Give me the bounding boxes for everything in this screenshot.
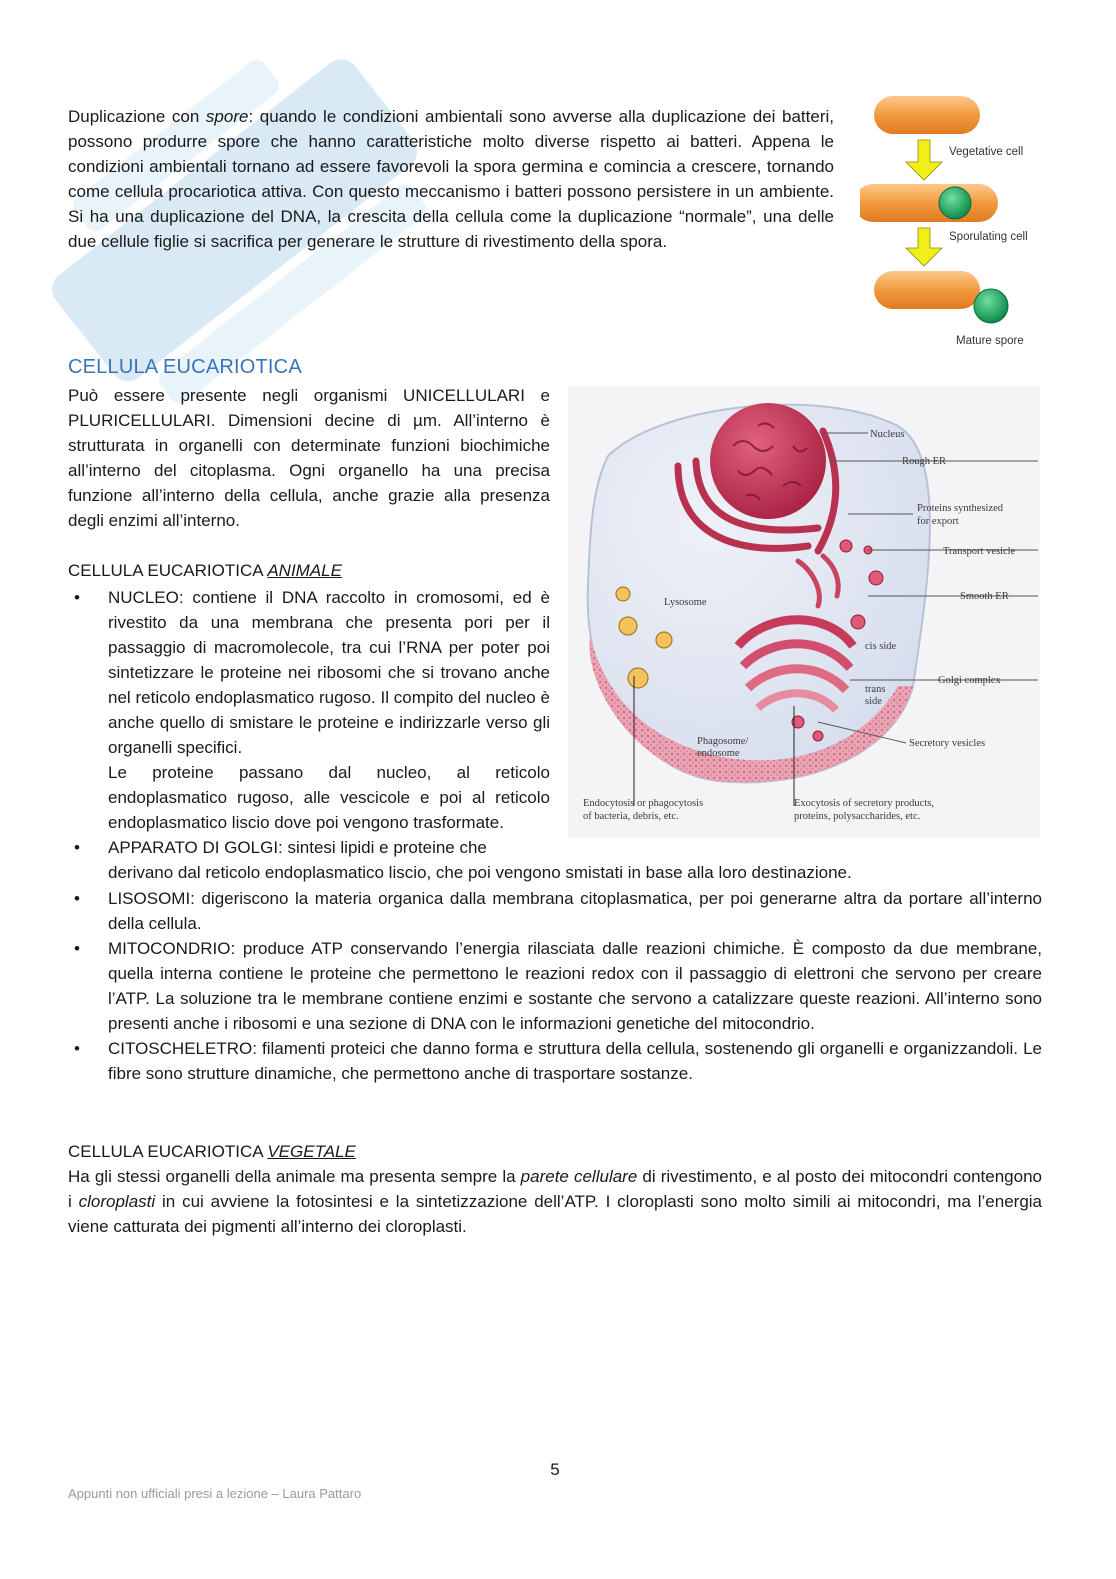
list-item: • NUCLEO: contiene il DNA raccolto in cromosomi, ed è rivestito da una membrana che presenta pori per il passaggio di macromolecole, tra cui l’RNA per poter poi sintetizzare le proteine nei ribosomi che si trovano anche nel reticolo endoplasmatico rugoso. Il compito del nucleo è anche quello di smistare le proteine e indirizzarle verso gli organelli specifici. — [68, 585, 550, 760]
subheading-plant: CELLULA EUCARIOTICA VEGETALE — [68, 1142, 356, 1161]
list-item: • CITOSCHELETRO: filamenti proteici che danno forma e struttura della cellula, sostenendo gli organelli e organizzandoli. Le fibre sono strutture dinamiche, che permettono anche di trasportare sostanze. — [68, 1036, 1042, 1086]
arrow-down-icon — [906, 228, 942, 266]
label-phagosome-1: Phagosome/ — [697, 736, 749, 747]
label-golgi-complex: Golgi complex — [938, 675, 1001, 686]
golgi-continuation: derivano dal reticolo endoplasmatico liscio, che poi vengono smistati in base alla loro destinazione. — [108, 863, 852, 882]
animal-organelle-list — [68, 585, 550, 860]
label-proteins-1: Proteins synthesized — [917, 503, 1004, 514]
footer-text: Appunti non ufficiali presi a lezione – Laura Pattaro — [68, 1486, 362, 1501]
eukaryote-paragraph: Può essere presente negli organismi UNICELLULARI e PLURICELLULARI. Dimensioni decine di µm. All’interno è strutturata in organelli con determinate funzioni biochimiche all’interno del citoplasma. Ogni organello ha una precisa funzione all’interno della cellula, anche grazie alla presenza degli enzimi all’interno. — [68, 386, 550, 530]
spore-paragraph: Duplicazione con spore: quando le condizioni ambientali sono avverse alla duplicazione dei batteri, possono produrre spore che hanno caratteristiche molto diverse rispetto ai batteri. Appena le condizioni ambientali tornano ad essere favorevoli la spora germina e comincia a crescere, tornando come cellula procariotica attiva. Con questo meccanismo i batteri possono persistere in un ambiente. Si ha una duplicazione del DNA, la crescita della cellula come la duplicazione “normale”, una delle due cellule figlie si sacrifica per generare le strutture di rivestimento della spora. — [68, 107, 834, 251]
forespore — [939, 187, 971, 219]
label-lysosome: Lysosome — [664, 597, 707, 608]
spore-term: spore — [205, 107, 249, 126]
label-secretory-vesicles: Secretory vesicles — [909, 738, 986, 749]
label-exocytosis-2: proteins, polysaccharides, etc. — [794, 811, 921, 822]
sporulating-cell — [860, 184, 998, 222]
subheading-animal: CELLULA EUCARIOTICA ANIMALE — [68, 561, 342, 580]
list-item: • LISOSOMI: digeriscono la materia organica dalla membrana citoplasmatica, per poi generarne altra da portare all’interno della cellula. — [68, 886, 1042, 936]
label-trans-1: trans — [865, 684, 886, 695]
list-item: • MITOCONDRIO: produce ATP conservando l’energia rilasciata dalle reazioni chimiche. È composto da due membrane, quella interna contiene le proteine che permettono le reazioni redox con il passaggio di elettroni che servono per creare l’ATP. La soluzione tra le membrane contiene enzimi e sostante che servono a catalizzare queste reazioni. All’interno sono presenti anche i ribosomi e una sezione di DNA con le informazioni genetiche del mitocondrio. — [68, 936, 1042, 1036]
label-endocytosis-2: of bacteria, debris, etc. — [583, 811, 679, 822]
label-exocytosis-1: Exocytosis of secretory products, — [794, 798, 934, 809]
mother-cell — [874, 271, 980, 309]
mature-spore-label: Mature spore — [956, 335, 1024, 347]
label-rough-er: Rough ER — [902, 456, 947, 467]
arrow-down-icon — [906, 140, 942, 180]
label-smooth-er: Smooth ER — [960, 591, 1009, 602]
eukaryotic-cell-figure — [568, 386, 1040, 838]
section-heading-eukaryote: CELLULA EUCARIOTICA — [68, 356, 302, 378]
vegetative-cell-label: Vegetative cell — [949, 146, 1024, 158]
sporulating-cell-label: Sporulating cell — [949, 231, 1028, 243]
plant-paragraph: Ha gli stessi organelli della animale ma presenta sempre la parete cellulare di rivestimento, e al posto dei mitocondri contengono i cloroplasti in cui avviene la fotosintesi e la sintetizzazione dell’ATP. I cloroplasti sono molto simili ai mitocondri, ma l’energia viene catturata dei pigmenti all’interno dei cloroplasti. — [68, 1167, 1043, 1236]
list-item: • APPARATO DI GOLGI: sintesi lipidi e proteine che — [68, 835, 550, 860]
nucleus — [710, 403, 826, 519]
label-transport-vesicle: Transport vesicle — [943, 546, 1016, 557]
spore-formation-figure — [860, 88, 1050, 356]
label-trans-2: side — [865, 696, 882, 707]
vegetative-cell — [874, 96, 980, 134]
label-nucleus: Nucleus — [870, 429, 905, 440]
page-number: 5 — [550, 1460, 560, 1479]
label-endocytosis-1: Endocytosis or phagocytosis — [583, 798, 704, 809]
list-item: Le proteine passano dal nucleo, al reticolo endoplasmatico rugoso, alle vescicole e poi al reticolo endoplasmatico liscio dove poi vengono trasformate. — [108, 763, 550, 832]
label-cis-side: cis side — [865, 641, 897, 652]
label-proteins-2: for export — [917, 516, 959, 527]
animal-organelle-list-2 — [68, 886, 1042, 1086]
label-phagosome-2: endosome — [697, 748, 740, 759]
mature-spore — [974, 289, 1008, 323]
